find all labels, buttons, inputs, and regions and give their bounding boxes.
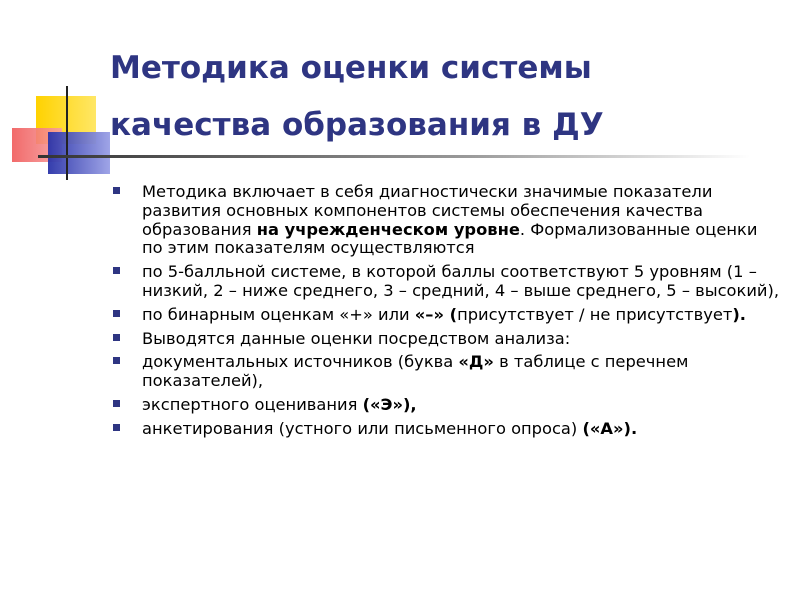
bullet-text-part: экспертного оценивания — [142, 394, 363, 414]
bullet-text-part: анкетирования (устного или письменного опроса) — [142, 418, 583, 438]
list-item — [110, 396, 780, 415]
bullet-text — [142, 419, 637, 438]
bullet-square-icon — [113, 187, 120, 194]
bullet-text — [142, 352, 688, 390]
bullet-square-icon — [113, 334, 120, 341]
bullet-text-part: . Формализованные оценки по этим показателям осуществляются — [142, 219, 758, 258]
bullet-text — [142, 395, 417, 414]
list-item — [110, 420, 780, 439]
bullet-text-bold: на учрежденческом уровне — [256, 219, 520, 239]
bullet-text-bold: («А»). — [582, 418, 638, 438]
slide-title-line-1: Методика оценки системы — [110, 50, 592, 86]
bullet-text-bold: ). — [732, 304, 746, 324]
bullet-square-icon — [113, 357, 120, 364]
bullet-text-part: присутствует / не присутствует — [457, 304, 733, 324]
bullet-text — [142, 305, 746, 324]
bullet-text-bold: «–» ( — [414, 304, 458, 324]
bullet-text-part: по бинарным оценкам «+» или — [142, 304, 415, 324]
title-underline — [38, 155, 750, 158]
bullet-text-part: документальных источников (буква — [142, 352, 459, 372]
bullet-square-icon — [113, 424, 120, 431]
bullet-text-part: в таблице с перечнем показателей), — [142, 352, 689, 391]
bullet-list — [110, 183, 780, 444]
slide-title-line-2: качества образования в ДУ — [110, 107, 604, 143]
bullet-text — [142, 182, 757, 257]
bullet-text-bold: («Э»), — [362, 394, 417, 414]
list-item — [110, 353, 780, 391]
bullet-square-icon — [113, 400, 120, 407]
list-item — [110, 263, 780, 301]
bullet-square-icon — [113, 267, 120, 274]
bullet-square-icon — [113, 310, 120, 317]
list-item — [110, 306, 780, 325]
deco-blue-square — [48, 132, 110, 174]
bullet-text — [142, 329, 570, 348]
bullet-text-part: Методика включает в себя диагностически значимые показатели развития основных компонентов системы обеспечения качества образования — [142, 182, 713, 239]
bullet-text-part: по 5-балльной системе, в которой баллы соответствуют 5 уровням (1 – низкий, 2 – ниже среднего, 3 – средний, 4 – выше среднего, 5 – высокий), — [142, 262, 780, 300]
list-item — [110, 183, 780, 258]
slide-title — [110, 40, 790, 154]
bullet-text-bold: «Д» — [458, 352, 494, 372]
list-item — [110, 330, 780, 349]
bullet-text-part: Выводятся данные оценки посредством анализа: — [142, 328, 571, 348]
bullet-text — [142, 262, 779, 300]
